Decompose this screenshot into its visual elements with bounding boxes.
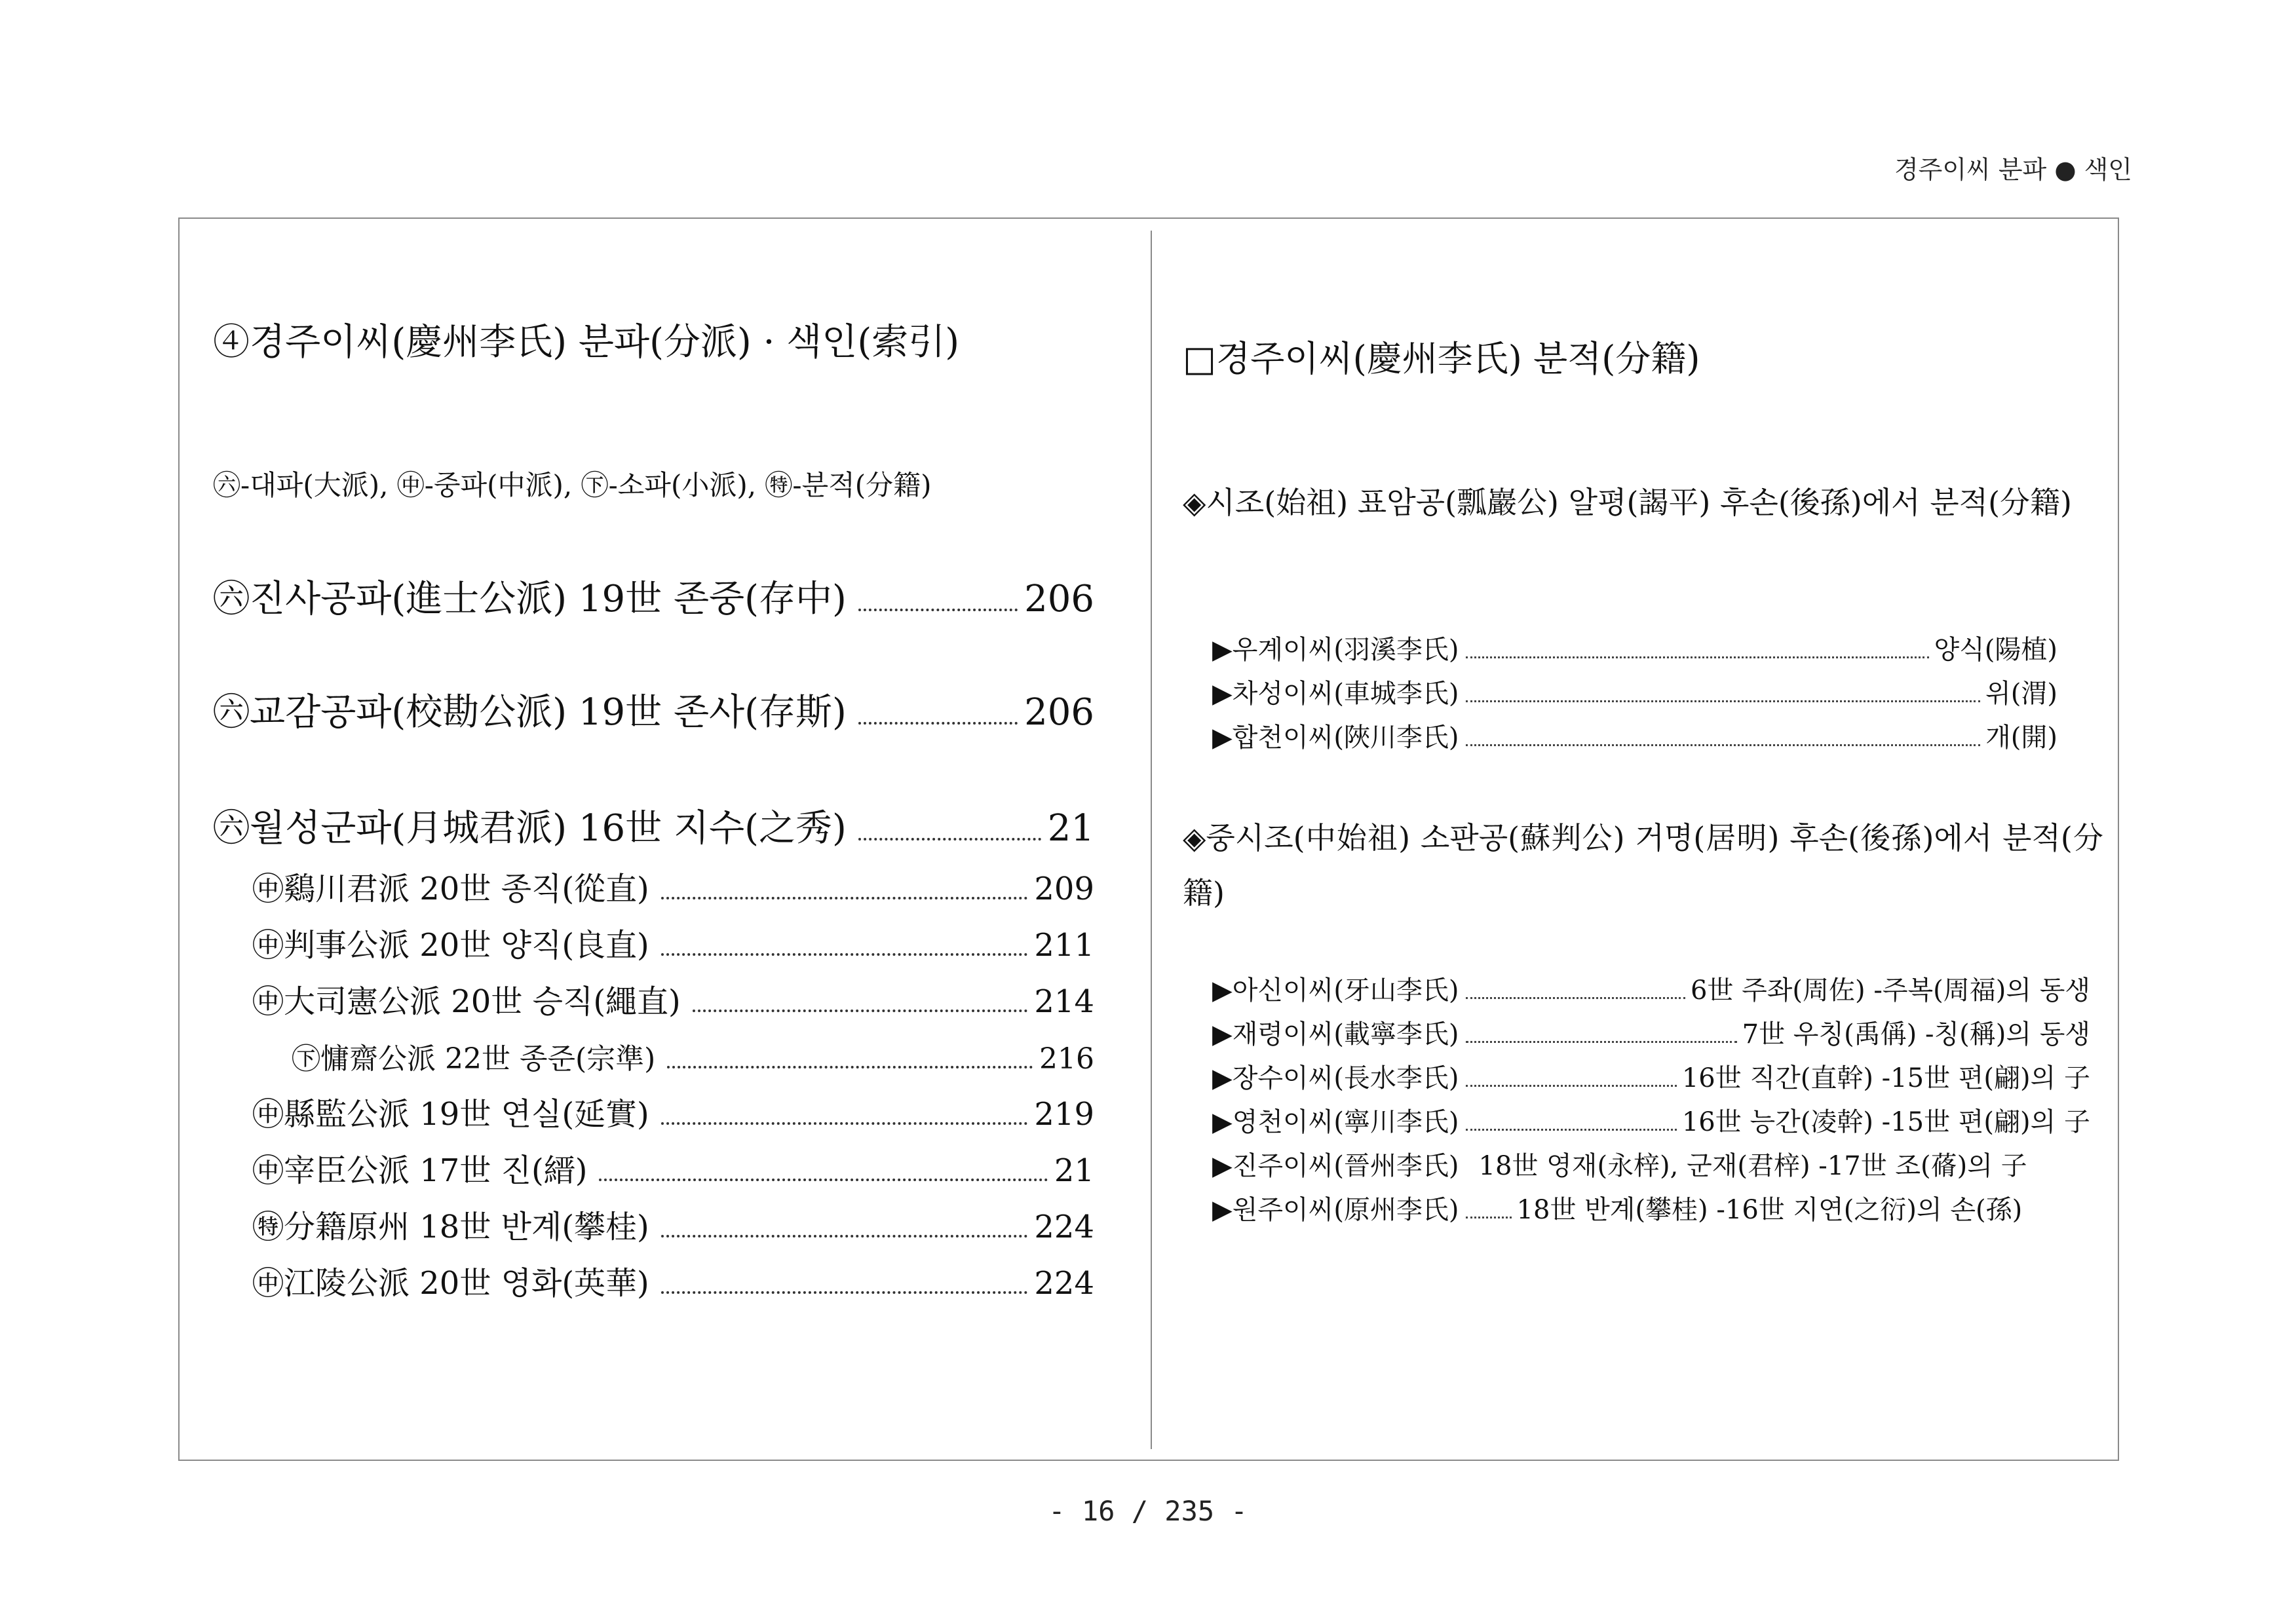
- legend: ㊅-대파(大派), ㊥-중파(中派), ㊦-소파(小派), ㊕-분적(分籍): [213, 469, 932, 501]
- leader-dots: [858, 722, 1018, 725]
- entry-text: ㊕分籍原州 18世 반계(攀桂): [252, 1209, 649, 1245]
- entry-page: 224: [1034, 1265, 1094, 1302]
- list-item: [1212, 1057, 2090, 1095]
- leader-dots: [1466, 700, 1981, 702]
- left-title: ④경주이씨(慶州李氏) 분파(分派) · 색인(索引): [213, 321, 960, 364]
- leader-dots: [1466, 1085, 1677, 1087]
- entry-text: ㊅교감공파(校勘公派) 19世 존사(存斯): [213, 691, 847, 734]
- list-item: [1212, 717, 2057, 754]
- entry-page: 209: [1034, 871, 1094, 907]
- leader-dots: [1466, 656, 1929, 658]
- list-item: [1212, 1101, 2090, 1139]
- list-item: [1212, 629, 2057, 666]
- list-item: [1212, 1189, 2022, 1226]
- leader-dots: [661, 953, 1028, 956]
- column-divider: [1151, 231, 1152, 1449]
- clan-name: ▶장수이씨(長水李氏): [1212, 1063, 1459, 1093]
- clan-name: ▶진주이씨(晉州李氏): [1212, 1151, 1459, 1181]
- entry-text: ㊅월성군파(月城君派) 16世 지수(之秀): [213, 807, 847, 850]
- leader-dots: [1466, 1129, 1677, 1131]
- entry-page: 224: [1034, 1209, 1094, 1245]
- entry-page: 214: [1034, 983, 1094, 1020]
- leader-dots: [661, 897, 1028, 899]
- clan-ref: 위(渭): [1985, 679, 2057, 709]
- leader-dots: [1466, 1041, 1737, 1043]
- clan-name: ▶합천이씨(陜川李氏): [1212, 723, 1459, 753]
- sub-entry: [252, 1089, 1094, 1134]
- entry-page: 21: [1047, 807, 1094, 850]
- entry-text: ㊥宰臣公派 17世 진(縉): [252, 1152, 588, 1189]
- leader-dots: [661, 1291, 1028, 1294]
- index-entry-wolseong: [213, 799, 1094, 852]
- index-entry-jinsa: [213, 570, 1094, 622]
- list-item: [1212, 673, 2057, 710]
- clan-ref: 16世 직간(直幹) -15世 편(翩)의 子: [1681, 1063, 2090, 1093]
- clan-ref: 18世 반계(攀桂) -16世 지연(之衍)의 손(孫): [1516, 1195, 2023, 1225]
- leader-dots: [661, 1235, 1028, 1237]
- clan-ref: 18世 영재(永梓), 군재(君梓) -17世 조(蓨)의 子: [1478, 1151, 2027, 1181]
- entry-text: ㊥江陵公派 20世 영화(英華): [252, 1265, 649, 1302]
- clan-name: ▶아신이씨(牙山李氏): [1212, 975, 1459, 1006]
- clan-name: ▶영천이씨(寧川李氏): [1212, 1107, 1459, 1137]
- clan-name: ▶원주이씨(原州李氏): [1212, 1195, 1459, 1225]
- leader-dots: [667, 1066, 1033, 1068]
- leader-dots: [858, 609, 1018, 611]
- clan-name: ▶재령이씨(載寧李氏): [1212, 1019, 1459, 1049]
- entry-page: 219: [1034, 1096, 1094, 1133]
- list-item: [1212, 1013, 2090, 1051]
- leader-dots: [693, 1010, 1028, 1012]
- entry-text: ㊥鷄川君派 20世 종직(從直): [252, 871, 649, 907]
- sub-entry: [252, 976, 1094, 1021]
- page-number: - 16 / 235 -: [1048, 1495, 1248, 1527]
- leader-dots: [1466, 744, 1981, 746]
- entry-text: ㊅진사공파(進士公派) 19世 존중(存中): [213, 578, 847, 620]
- clan-name: ▶차성이씨(車城李氏): [1212, 679, 1459, 709]
- section-heading-jungsijo: ◈중시조(中始祖) 소판공(蘇判公) 거명(居明) 후손(後孫)에서 분적(分籍): [1183, 820, 2103, 911]
- entry-text: ㊥大司憲公派 20世 승직(繩直): [252, 983, 681, 1020]
- entry-page: 211: [1034, 927, 1094, 964]
- entry-page: 216: [1039, 1042, 1094, 1076]
- sub-entry: [252, 1201, 1094, 1247]
- leader-dots: [599, 1179, 1048, 1181]
- clan-ref: 개(開): [1985, 723, 2057, 753]
- clan-ref: 7世 우칭(禹偁) -칭(稱)의 동생: [1742, 1019, 2090, 1049]
- clan-ref: 6世 주좌(周佐) -주복(周福)의 동생: [1690, 975, 2090, 1006]
- list-item: [1212, 1145, 2027, 1182]
- sub-entry: [252, 1145, 1094, 1190]
- entry-text: ㊥縣監公派 19世 연실(延實): [252, 1096, 649, 1133]
- leader-dots: [1466, 1217, 1512, 1218]
- entry-page: 206: [1024, 691, 1094, 734]
- leader-dots: [1466, 997, 1685, 999]
- section-heading-sijo: ◈시조(始祖) 표암공(瓢巖公) 알평(謁平) 후손(後孫)에서 분적(分籍): [1183, 485, 2072, 520]
- running-head: 경주이씨 분파 ● 색인: [1894, 155, 2132, 184]
- clan-name: ▶우계이씨(羽溪李氏): [1212, 635, 1459, 665]
- sub-entry: [292, 1035, 1094, 1077]
- entry-text: ㊦慵齋公派 22世 종준(宗準): [292, 1042, 656, 1076]
- sub-entry: [252, 920, 1094, 965]
- sub-entry: [252, 863, 1094, 909]
- entry-page: 206: [1024, 578, 1094, 620]
- right-title: □경주이씨(慶州李氏) 분적(分籍): [1183, 338, 1700, 379]
- leader-dots: [661, 1122, 1028, 1125]
- entry-text: ㊥判事公派 20世 양직(良直): [252, 927, 649, 964]
- sub-entry: [252, 1258, 1094, 1303]
- entry-page: 21: [1054, 1152, 1094, 1189]
- list-item: [1212, 970, 2090, 1007]
- clan-ref: 양식(陽植): [1934, 635, 2057, 665]
- index-entry-gyogam: [213, 683, 1094, 736]
- clan-ref: 16世 능간(凌幹) -15世 편(翩)의 子: [1681, 1107, 2090, 1137]
- leader-dots: [858, 838, 1041, 840]
